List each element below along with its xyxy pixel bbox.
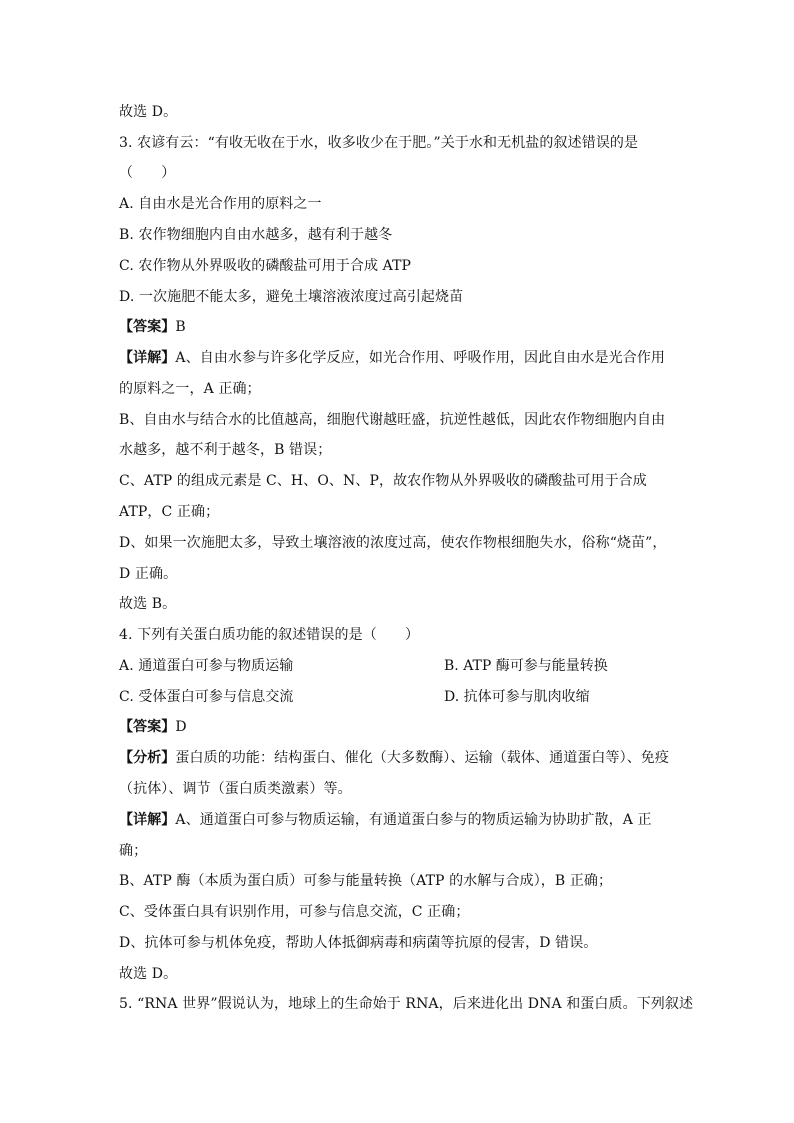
answer-tag: 【答案】 (119, 319, 176, 335)
explanation-text: A、通道蛋白可参与物质运输，有通道蛋白参与的物质运输为协助扩散，A 正 (175, 812, 652, 828)
text-line: 故选 B。 (119, 596, 177, 612)
text-line: D、抗体可参与机体免疫，帮助人体抵御病毒和病菌等抗原的侵害，D 错误。 (119, 935, 598, 951)
option-a: A. 通道蛋白可参与物质运输 (119, 658, 294, 674)
answer-value: D (175, 719, 187, 735)
text-line: 水越多，越不利于越冬，B 错误； (119, 442, 332, 458)
text-line: ATP，C 正确； (119, 504, 220, 520)
analysis-tag: 【分析】 (119, 750, 176, 766)
text-line: 的原料之一，A 正确； (119, 381, 261, 397)
option-a: A. 自由水是光合作用的原料之一 (119, 196, 322, 212)
text-line: 故选 D。 (119, 966, 178, 982)
text-line: D 正确。 (119, 566, 178, 582)
text-line: 故选 D。 (119, 104, 178, 120)
text-line: （抗体）、调节（蛋白质类激素）等。 (119, 781, 352, 797)
answer-value: B (175, 319, 186, 335)
analysis-line (119, 748, 669, 768)
explanation-line (119, 348, 665, 368)
text-line: 确； (119, 843, 148, 859)
option-c: C. 受体蛋白可参与信息交流 (119, 689, 294, 705)
explanation-tag: 【详解】 (119, 350, 176, 366)
question-3-bracket: （ ） (119, 165, 176, 181)
question-5-stem: 5. “RNA 世界”假说认为，地球上的生命始于 RNA，后来进化出 DNA 和蛋白质。下列叙述 (119, 996, 694, 1012)
analysis-text: 蛋白质的功能：结构蛋白、催化（大多数酶）、运输（载体、通道蛋白等）、免疫 (175, 750, 670, 766)
option-b: B. ATP 酶可参与能量转换 (444, 658, 608, 674)
text-line: C、ATP 的组成元素是 C、H、O、N、P，故农作物从外界吸收的磷酸盐可用于合成 (119, 473, 647, 489)
option-c: C. 农作物从外界吸收的磷酸盐可用于合成 ATP (119, 258, 412, 274)
text-line: C、受体蛋白具有识别作用，可参与信息交流，C 正确； (119, 904, 470, 920)
answer-line (119, 717, 187, 737)
question-3-stem: 3. 农谚有云：“有收无收在于水，收多收少在于肥。”关于水和无机盐的叙述错误的是 (119, 135, 639, 151)
option-d: D. 抗体可参与肌肉收缩 (444, 689, 590, 705)
question-4-stem: 4. 下列有关蛋白质功能的叙述错误的是（ ） (119, 627, 420, 643)
text-line: D、如果一次施肥太多，导致土壤溶液的浓度过高，使农作物根细胞失水，俗称“烧苗”， (119, 535, 667, 551)
answer-tag: 【答案】 (119, 719, 176, 735)
text-line: B、自由水与结合水的比值越高，细胞代谢越旺盛，抗逆性越低，因此农作物细胞内自由 (119, 412, 666, 428)
option-b: B. 农作物细胞内自由水越多，越有利于越冬 (119, 227, 393, 243)
text-line: B、ATP 酶（本质为蛋白质）可参与能量转换（ATP 的水解与合成），B 正确； (119, 873, 613, 889)
explanation-text: A、自由水参与许多化学反应，如光合作用、呼吸作用，因此自由水是光合作用 (175, 350, 666, 366)
explanation-line (119, 810, 652, 830)
option-d: D. 一次施肥不能太多，避免土壤溶液浓度过高引起烧苗 (119, 289, 464, 305)
explanation-tag: 【详解】 (119, 812, 176, 828)
answer-line (119, 317, 186, 337)
